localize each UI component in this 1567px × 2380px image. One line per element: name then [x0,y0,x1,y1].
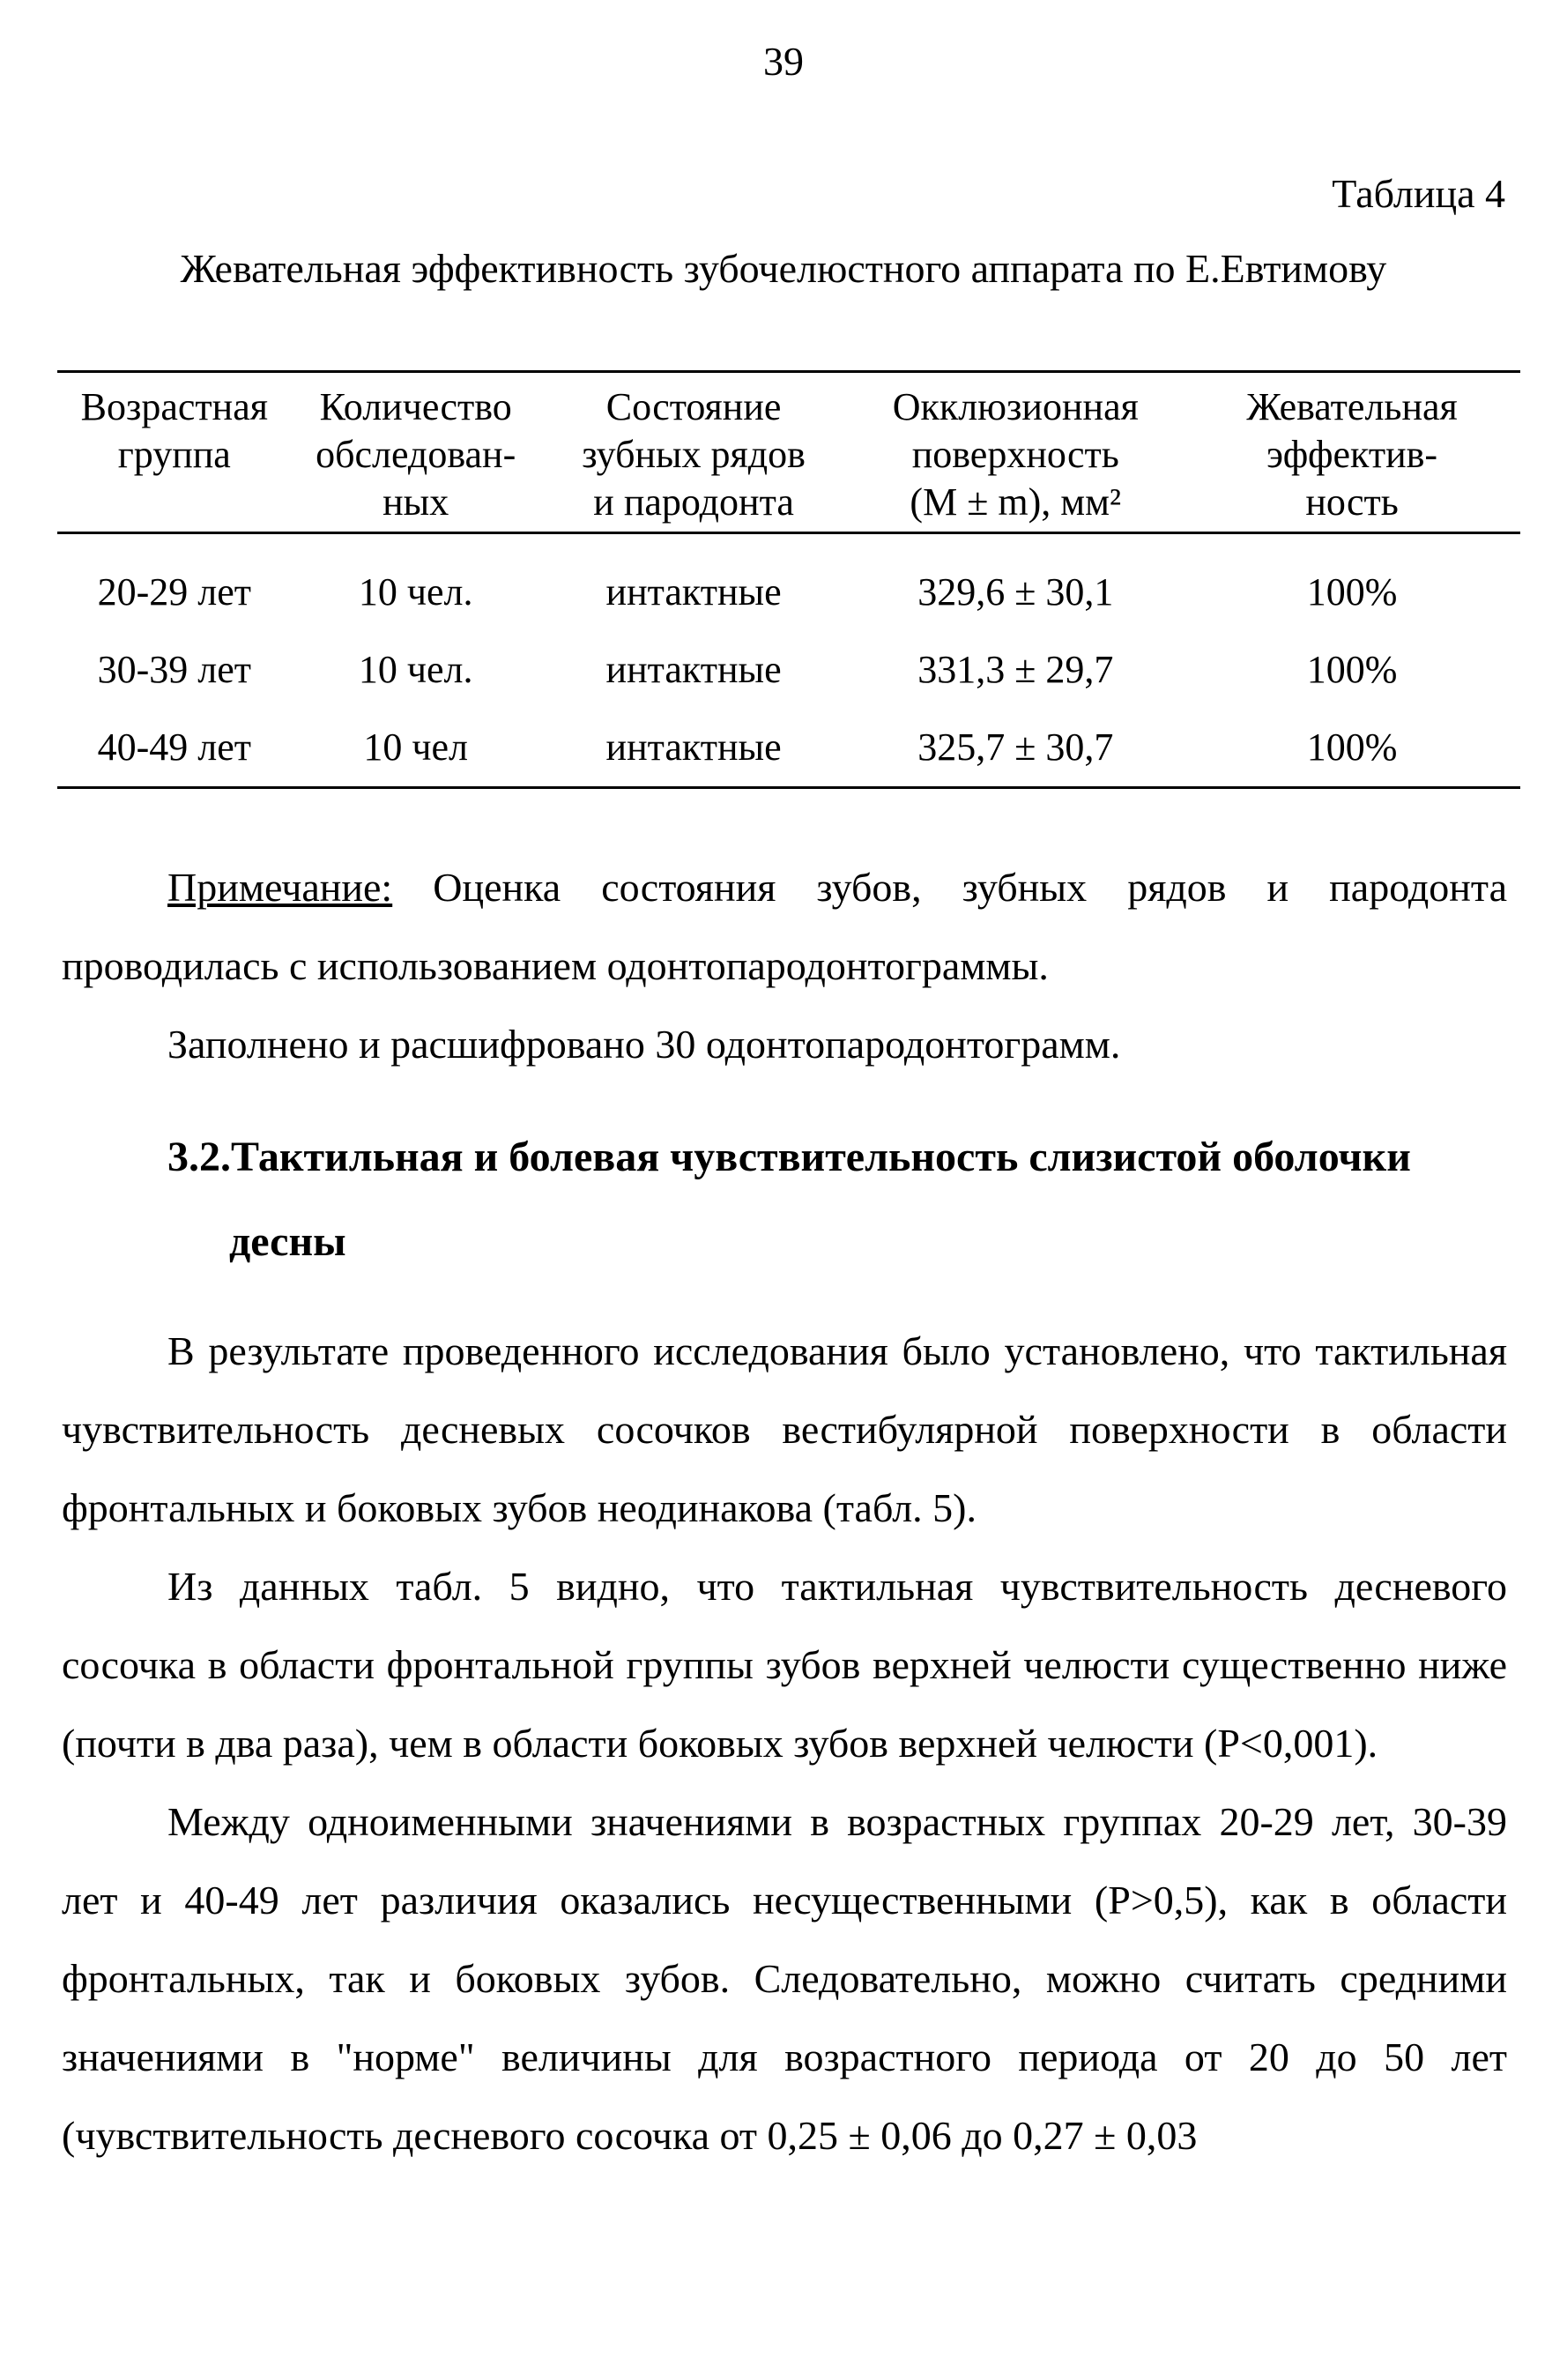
note-text: Оценка состояния зубов, зубных рядов и пародонта проводилась с использованием одонтопародонтограммы. [62,865,1507,988]
section-number: 3.2. [167,1134,231,1180]
header-age-group: Возрастная группа [57,372,292,533]
cell-count: 10 чел. [358,648,473,691]
note-paragraph [62,848,1507,1005]
header-occlusal-surface: Окклюзионная поверхность (M ± m), мм² [847,372,1184,533]
header-condition: Состояние зубных рядов и пародонта [540,372,848,533]
header-efficiency: Жевательная эффектив- ность [1184,372,1520,533]
table-label: Таблица 4 [1332,171,1505,216]
note-second-line: Заполнено и расшифровано 30 одонтопародонтограмм. [167,1022,1121,1067]
cell-efficiency: 100% [1306,570,1398,614]
section-heading [167,1115,1472,1284]
table-row [57,631,1520,709]
table-row [57,533,1520,632]
page-number: 39 [763,39,804,84]
table-note [62,848,1507,1083]
cell-efficiency: 100% [1306,648,1398,691]
cell-age-group: 20-29 лет [97,570,251,614]
chewing-efficiency-table [57,370,1520,789]
header-count: Количество обследован- ных [292,372,540,533]
cell-age-group: 30-39 лет [97,648,251,691]
cell-condition: интактные [605,648,782,691]
table-header-row [57,372,1520,533]
body-paragraphs [62,1312,1507,2175]
section-title-line1: Тактильная и болевая чувствительность слизистой оболочки [231,1134,1411,1180]
cell-occlusal-surface: 329,6 ± 30,1 [917,570,1114,614]
paragraph-1: В результате проведенного исследования было установлено, что тактильная чувствительность десневых сосочков вестибулярной поверхности в области фронтальных и боковых зубов неодинакова (табл. 5). [62,1328,1507,1530]
cell-count: 10 чел [292,709,540,788]
table-row [57,709,1520,788]
cell-condition: интактные [540,709,848,788]
cell-age-group: 40-49 лет [57,709,292,788]
cell-occlusal-surface: 331,3 ± 29,7 [917,648,1114,691]
cell-condition: интактные [605,570,782,614]
cell-occlusal-surface: 325,7 ± 30,7 [847,709,1184,788]
section-title-line2: десны [229,1218,346,1265]
note-label: Примечание: [167,865,393,910]
cell-count: 10 чел. [358,570,473,614]
table-title: Жевательная эффективность зубочелюстного аппарата по Е.Евтимову [180,246,1387,291]
paragraph-3: Между одноименными значениями в возрастных группах 20-29 лет, 30-39 лет и 40-49 лет различия оказались несущественными (P>0,5), как в области фронтальных, так и боковых зубов. Следовательно, можно считать средними значениями в "норме" величины для возрастного периода от 20 до 50 лет (чувствительность десневого сосочка от 0,25 ± 0,06 до 0,27 ± 0,03 [62,1799,1507,2158]
paragraph-2: Из данных табл. 5 видно, что тактильная чувствительность десневого сосочка в области фронтальной группы зубов верхней челюсти существенно ниже (почти в два раза), чем в области боковых зубов верхней челюсти (P<0,001). [62,1564,1507,1766]
cell-efficiency: 100% [1184,709,1520,788]
